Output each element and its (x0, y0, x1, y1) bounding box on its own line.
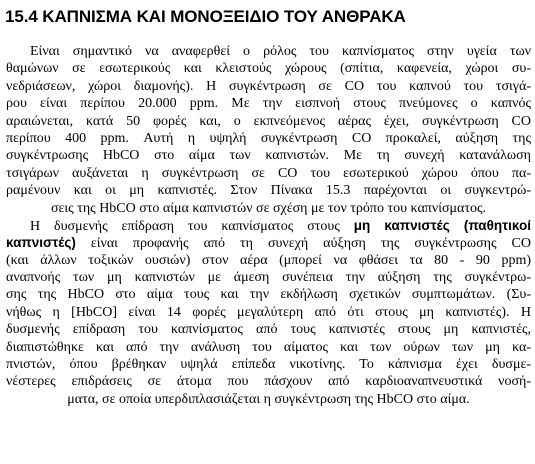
text-line: αραιώνεται, κατά 50 φορές και, ο εκπνεόμενος αέρας έχει, συγκέντρωση CO (6, 113, 531, 129)
text-line: συγκέντρωσης HbCO στο αίμα των καπνιστών. Με τη συνεχή κατανάλωση (6, 148, 531, 164)
paragraph-2 (6, 217, 531, 408)
text-line: θαμώνων σε εσωτερικούς και κλειστούς χώρους (σπίτια, καφενεία, χώροι συ- (6, 61, 531, 77)
text-line: σης της HbCO στο αίμα τους και την εκδήλωση σχετικών συμπτωμάτων. (Συ- (6, 287, 531, 303)
text-line (6, 234, 531, 251)
text-line: περίπου 400 ppm. Αυτή η υψηλή συγκέντρωση CO προκαλεί, αύξηση της (6, 130, 531, 146)
text-line: σεις της HbCO στο αίμα καπνιστών σε σχέση με τον τρόπο του καπνίσματος. (50, 200, 487, 216)
text-line: νήθως η [HbCO] είναι 14 φορές μεγαλύτερη από ότι στους μη καπνιστές). Η (6, 304, 531, 320)
text-line: ματα, σε οποία υπερδιπλασιάζεται η συγκέντρωση της HbCO στο αίμα. (67, 391, 470, 407)
text-line: δυσμενής επίδραση του καπνίσματος από τους καπνιστές στους μη καπνιστές, (6, 322, 531, 338)
text-line: πνιστών, όπου βρέθηκαν υψηλά επίπεδα νικοτίνης. Το κάπνισμα έχει δυσμε- (6, 357, 531, 373)
section-body (6, 43, 531, 408)
text-line: ραμένουν και οι μη καπνιστές. Στον Πίνακα 15.3 παρέχονται οι συγκεντρώ- (6, 183, 531, 199)
text-line: ρου είναι περίπου 20.000 ppm. Με την εισπνοή στους πνεύμονες ο καπνός (6, 96, 531, 112)
text-line: (και άλλων τοξικών ουσιών) στον αέρα (μπορεί να φθάσει τα 80 - 90 ppm) (6, 252, 531, 268)
paragraph-1 (6, 43, 531, 217)
text-line: διαπιστώθηκε και από την ανάλυση του αίματος και των ούρων των μη κα- (6, 339, 531, 355)
text-line: νεδριάσεων, χώροι διαμονής). Η συγκέντρωση σε CO του καπνού του τσιγά- (6, 78, 531, 94)
emphasis-text: καπνιστές) (6, 235, 76, 251)
text-line: αναπνοής των μη καπνιστών με άμεση συνέπεια την αύξηση της συγκέντρω- (6, 270, 531, 286)
text-run: είναι προφανής από τη συνεχή αύξηση της συγκέντρωσης CO (75, 236, 531, 252)
emphasis-text: μη καπνιστές (παθητικοί (353, 217, 531, 233)
text-line (6, 217, 531, 234)
section-heading: 15.4 ΚΑΠΝΙΣΜΑ ΚΑΙ ΜΟΝΟΞΕΙΔΙΟ ΤΟΥ ΑΝΘΡΑΚΑ (5, 7, 406, 26)
text-line: Είναι σημαντικό να αναφερθεί ο ρόλος του καπνίσματος στην υγεία των (30, 44, 531, 59)
text-line: νέστερες επιδράσεις σε άτομα που πάσχουν από καρδιοαναπνευστικά νοσή- (6, 374, 531, 390)
text-line: τσιγάρων αυξάνεται η συγκέντρωση σε CO του εσωτερικού χώρου όπου πα- (6, 165, 531, 181)
text-run: Η δυσμενής επίδραση του καπνίσματος στους (30, 218, 354, 234)
